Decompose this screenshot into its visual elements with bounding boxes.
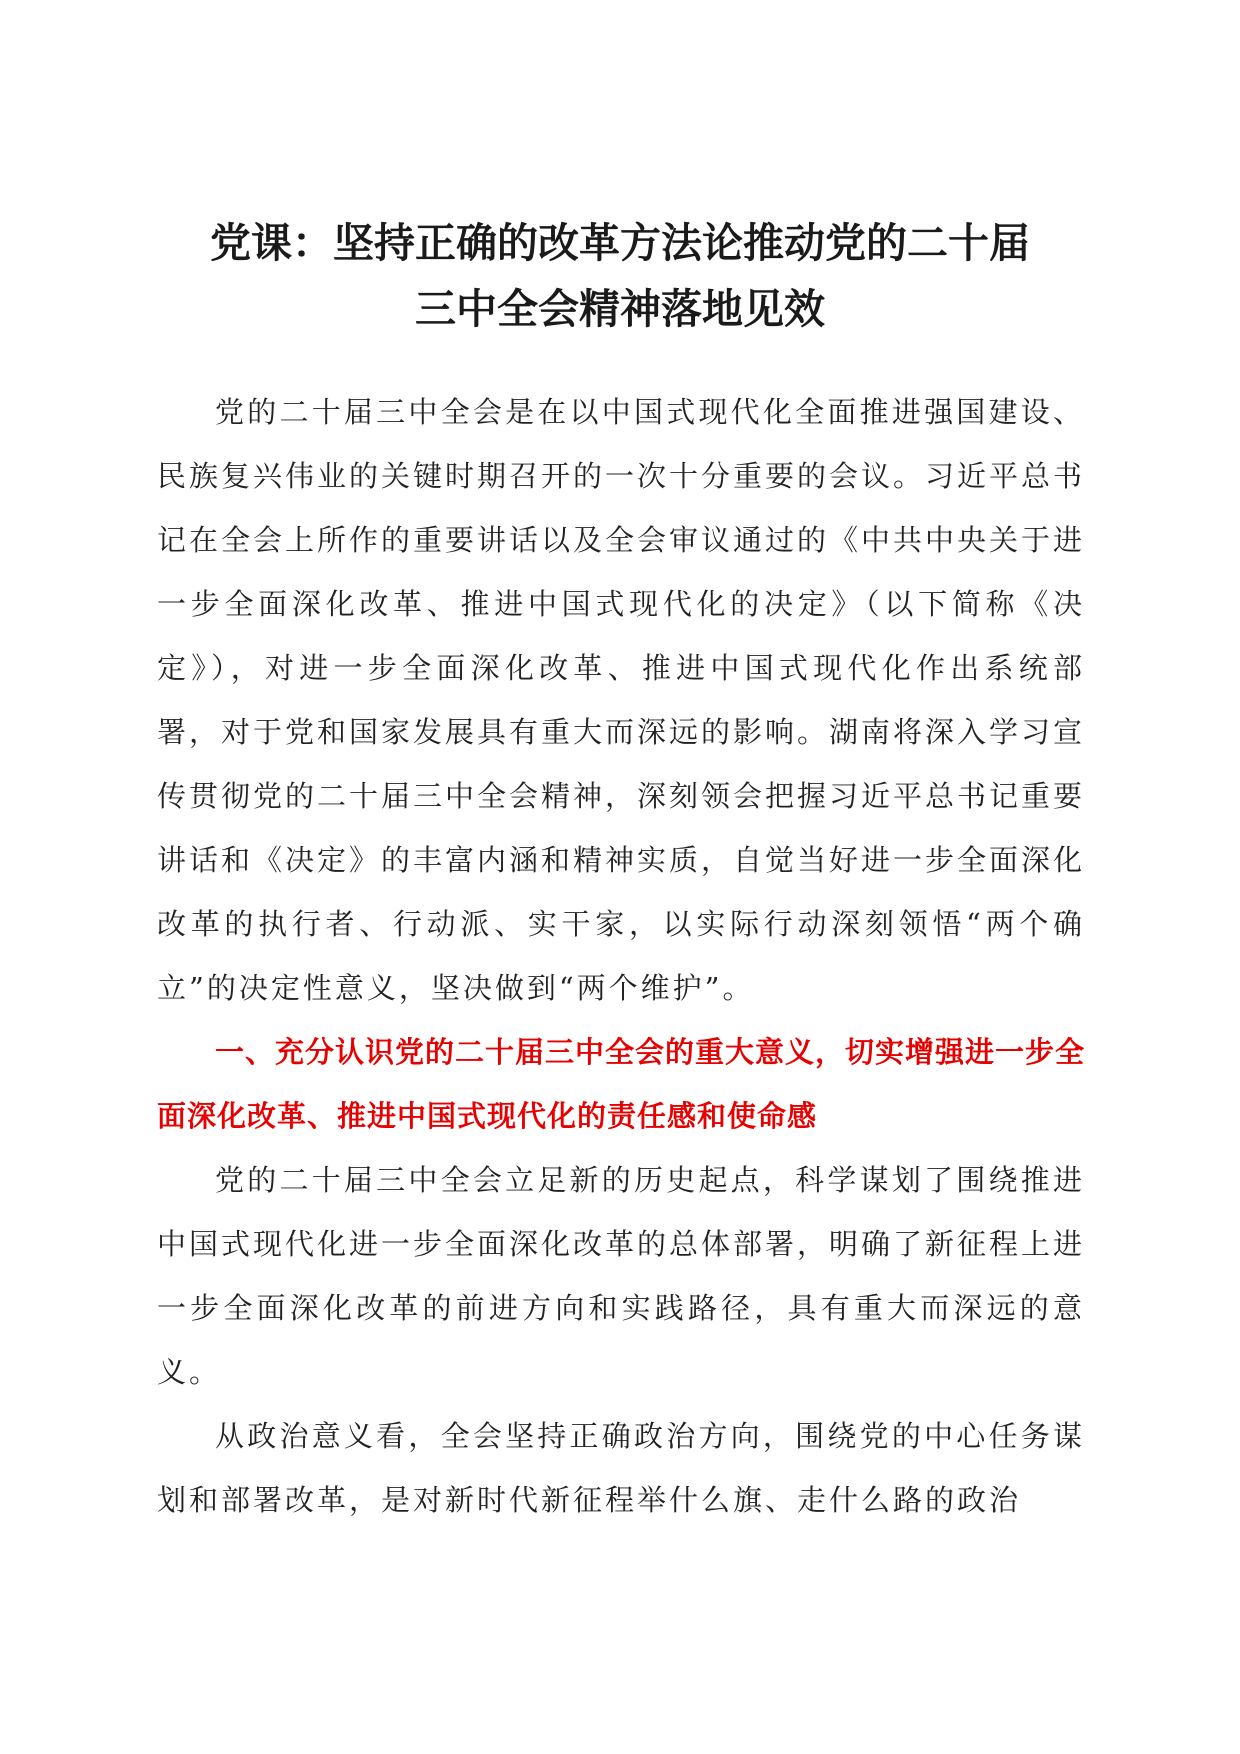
paragraph-political-significance: 从政治意义看，全会坚持正确政治方向，围绕党的中心任务谋划和部署改革，是对新时代新征程举什么旗、走什么路的政治	[157, 1419, 1085, 1517]
paragraph-intro: 党的二十届三中全会是在以中国式现代化全面推进强国建设、民族复兴伟业的关键时期召开的一次十分重要的会议。习近平总书记在全会上所作的重要讲话以及全会审议通过的《中共中央关于进一步全面深化改革、推进中国式现代化的决定》（以下简称《决定》），对进一步全面深化改革、推进中国式现代化作出系统部署，对于党和国家发展具有重大而深远的影响。湖南将深入学习宣传贯彻党的二十届三中全会精神，深刻领会把握习近平总书记重要讲话和《决定》的丰富内涵和精神实质，自觉当好进一步全面深化改革的执行者、行动派、实干家，以实际行动深刻领悟“两个确立”的决定性意义，坚决做到“两个维护”。	[157, 395, 1086, 1005]
document-body	[157, 380, 1085, 1532]
document-title	[150, 210, 1090, 342]
paragraph-section1-intro: 党的二十届三中全会立足新的历史起点，科学谋划了围绕推进中国式现代化进一步全面深化改革的总体部署，明确了新征程上进一步全面深化改革的前进方向和实践路径，具有重大而深远的意义。	[157, 1163, 1086, 1389]
title-line-2: 三中全会精神落地见效	[415, 285, 825, 333]
section-heading-1: 一、充分认识党的二十届三中全会的重大意义，切实增强进一步全面深化改革、推进中国式现代化的责任感和使命感	[157, 1035, 1086, 1133]
title-line-1: 党课：坚持正确的改革方法论推动党的二十届	[210, 219, 1030, 267]
